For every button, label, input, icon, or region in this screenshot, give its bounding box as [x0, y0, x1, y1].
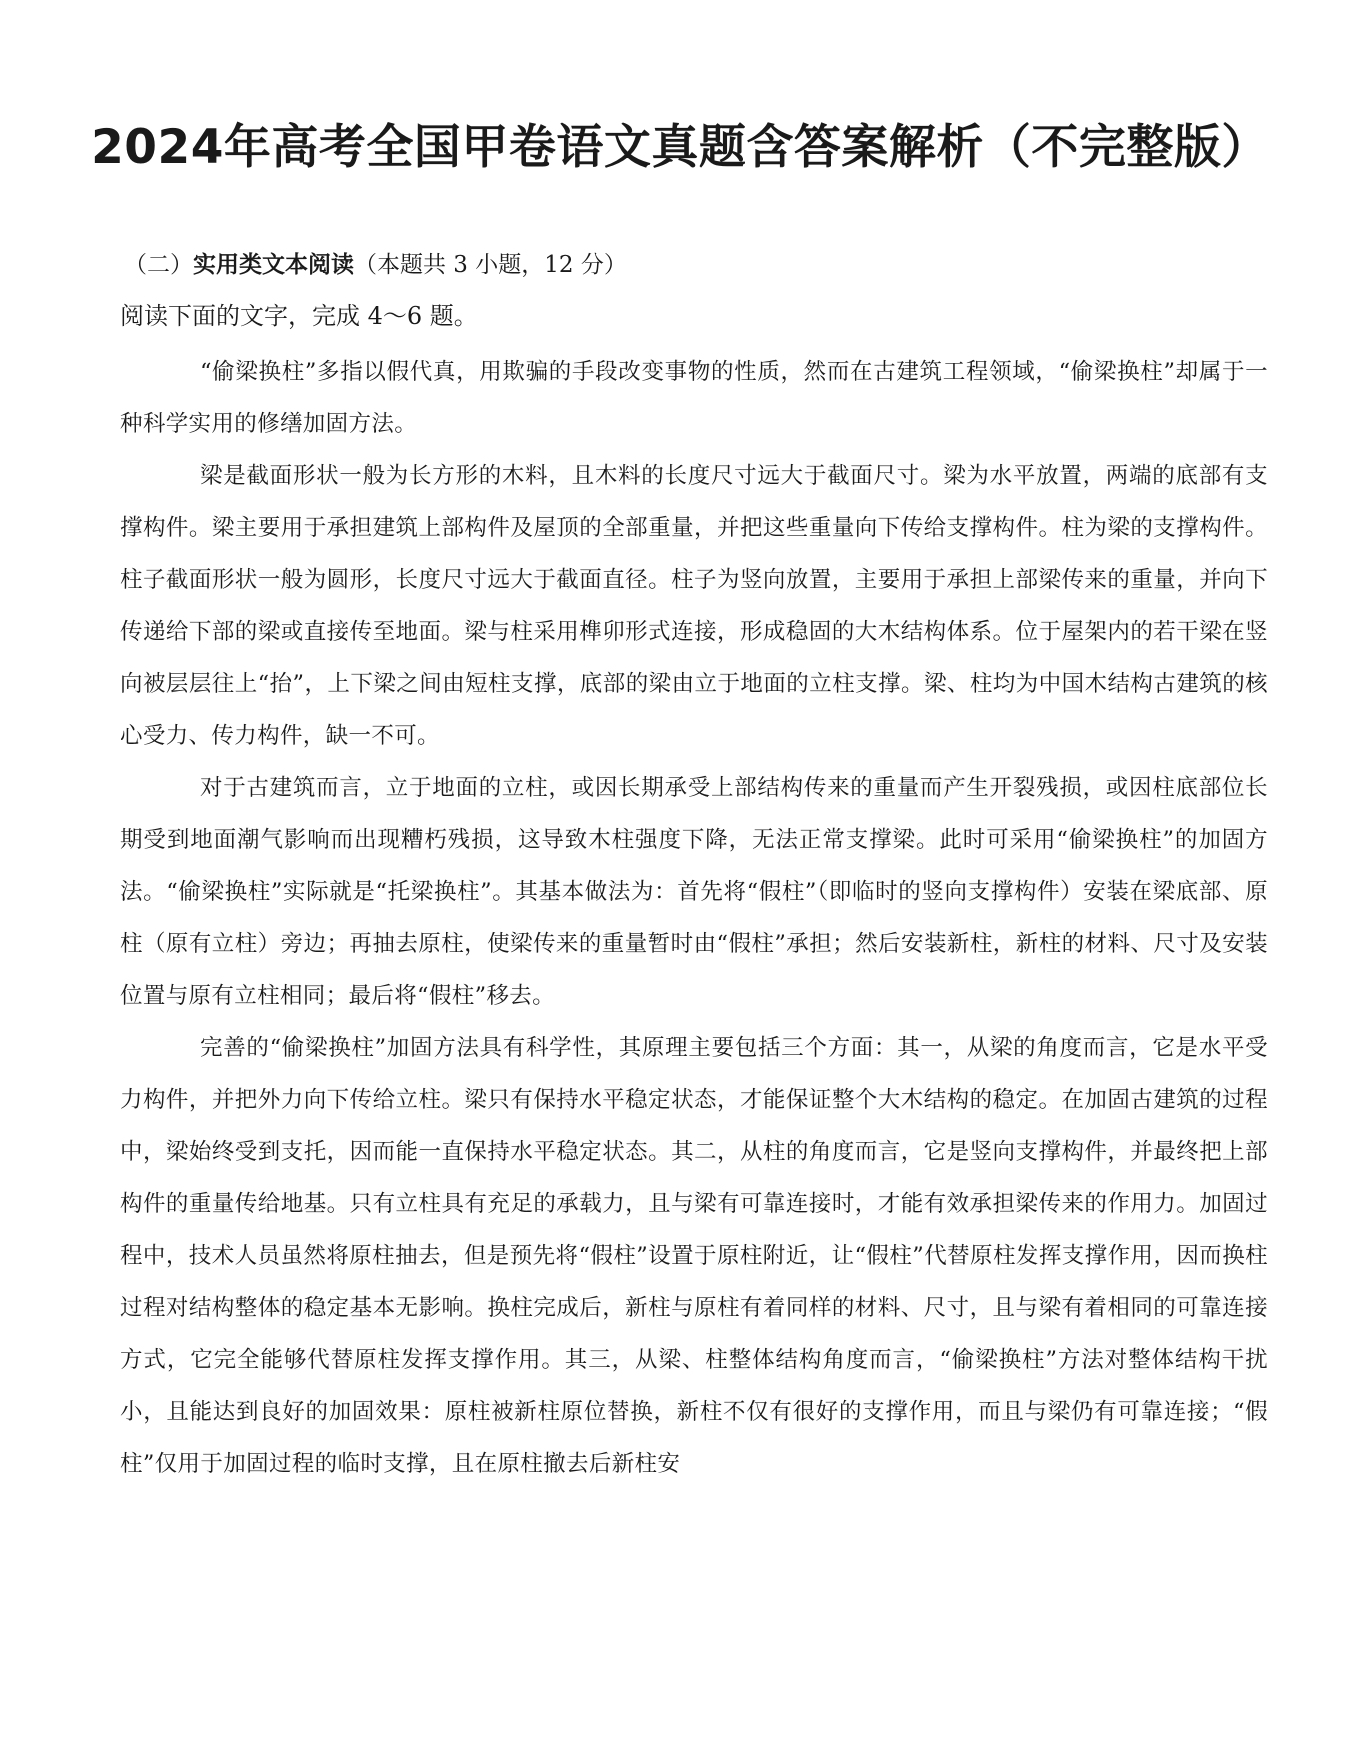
- paragraph-1: “偷梁换柱”多指以假代真，用欺骗的手段改变事物的性质，然而在古建筑工程领域，“偷梁换柱”却属于一种科学实用的修缮加固方法。: [120, 359, 1268, 437]
- reading-instruction: 阅读下面的文字，完成 4～6 题。: [120, 302, 478, 330]
- document-title: 2024年高考全国甲卷语文真题含答案解析（不完整版）: [91, 120, 1269, 175]
- section-name: 实用类文本阅读: [193, 252, 354, 278]
- section-prefix: （二）: [124, 252, 193, 278]
- paragraph-2: 梁是截面形状一般为长方形的木料，且木料的长度尺寸远大于截面尺寸。梁为水平放置，两端的底部有支撑构件。梁主要用于承担建筑上部构件及屋顶的全部重量，并把这些重量向下传给支撑构件。柱为梁的支撑构件。柱子截面形状一般为圆形，长度尺寸远大于截面直径。柱子为竖向放置，主要用于承担上部梁传来的重量，并向下传递给下部的梁或直接传至地面。梁与柱采用榫卯形式连接，形成稳固的大木结构体系。位于屋架内的若干梁在竖向被层层往上“抬”，上下梁之间由短柱支撑，底部的梁由立于地面的立柱支撑。梁、柱均为中国木结构古建筑的核心受力、传力构件，缺一不可。: [120, 463, 1268, 749]
- paragraph-3: 对于古建筑而言，立于地面的立柱，或因长期承受上部结构传来的重量而产生开裂残损，或因柱底部位长期受到地面潮气影响而出现糟朽残损，这导致木柱强度下降，无法正常支撑梁。此时可采用“偷梁换柱”的加固方法。“偷梁换柱”实际就是“托梁换柱”。其基本做法为：首先将“假柱”（即临时的竖向支撑构件）安装在梁底部、原柱（原有立柱）旁边；再抽去原柱，使梁传来的重量暂时由“假柱”承担；然后安装新柱，新柱的材料、尺寸及安装位置与原有立柱相同；最后将“假柱”移去。: [120, 775, 1268, 1009]
- article-body: [120, 346, 1268, 1490]
- section-note: （本题共 3 小题，12 分）: [354, 252, 627, 278]
- section-heading: [124, 248, 627, 282]
- paragraph-4: 完善的“偷梁换柱”加固方法具有科学性，其原理主要包括三个方面：其一，从梁的角度而言，它是水平受力构件，并把外力向下传给立柱。梁只有保持水平稳定状态，才能保证整个大木结构的稳定。在加固古建筑的过程中，梁始终受到支托，因而能一直保持水平稳定状态。其二，从柱的角度而言，它是竖向支撑构件，并最终把上部构件的重量传给地基。只有立柱具有充足的承载力，且与梁有可靠连接时，才能有效承担梁传来的作用力。加固过程中，技术人员虽然将原柱抽去，但是预先将“假柱”设置于原柱附近，让“假柱”代替原柱发挥支撑作用，因而换柱过程对结构整体的稳定基本无影响。换柱完成后，新柱与原柱有着同样的材料、尺寸，且与梁有着相同的可靠连接方式，它完全能够代替原柱发挥支撑作用。其三，从梁、柱整体结构角度而言，“偷梁换柱”方法对整体结构干扰小，且能达到良好的加固效果：原柱被新柱原位替换，新柱不仅有很好的支撑作用，而且与梁仍有可靠连接；“假柱”仅用于加固过程的临时支撑，且在原柱撤去后新柱安: [120, 1035, 1268, 1477]
